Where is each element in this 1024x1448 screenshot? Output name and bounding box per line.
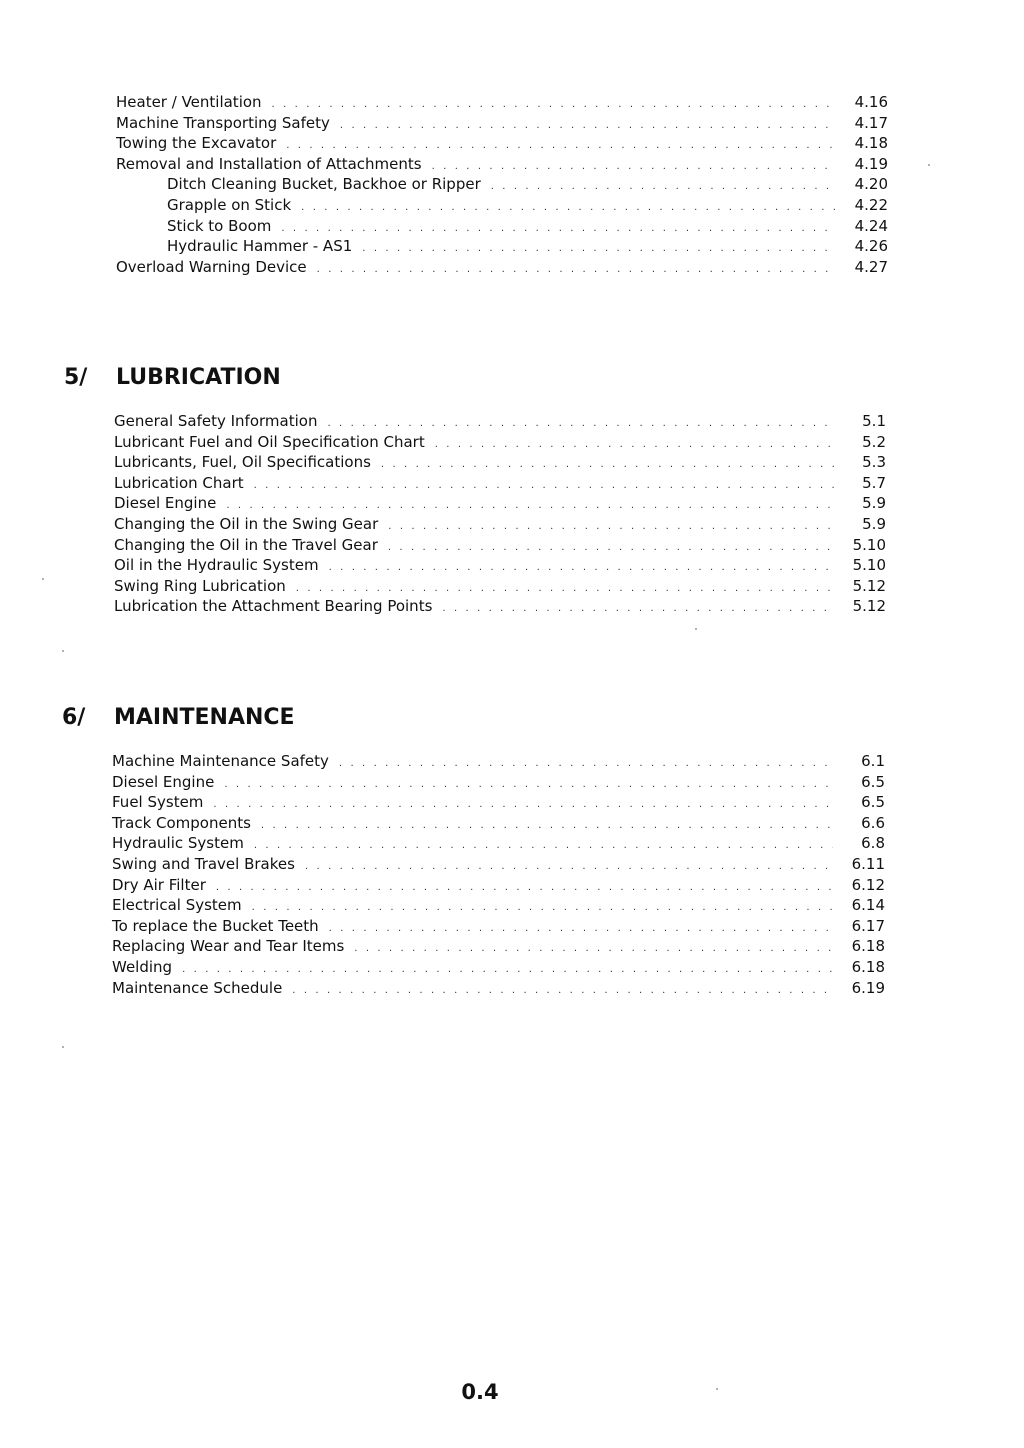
toc-entry-page: 5.2 xyxy=(862,432,886,451)
scan-speck xyxy=(62,650,64,652)
section-title: LUBRICATION xyxy=(116,365,281,390)
toc-entry-page: 4.24 xyxy=(854,216,888,235)
toc-entry-page: 4.16 xyxy=(854,93,888,111)
toc-entry-label: Lubrication the Attachment Bearing Points xyxy=(114,597,433,616)
toc-entry-label: Fuel System xyxy=(112,793,204,812)
section-number: 6/ xyxy=(62,705,86,730)
toc-entry-label: Swing Ring Lubrication xyxy=(114,576,286,595)
toc-entry-page: 4.19 xyxy=(854,154,888,173)
toc-entry-page: 5.10 xyxy=(852,556,886,575)
toc-entry xyxy=(114,576,886,596)
toc-entry xyxy=(116,133,888,153)
toc-entry xyxy=(112,751,885,771)
toc-entry xyxy=(112,895,885,915)
toc-entry-page: 4.22 xyxy=(854,196,888,214)
toc-entry-page: 5.12 xyxy=(852,576,886,595)
scan-speck xyxy=(42,578,44,580)
toc-entry-page: 6.11 xyxy=(851,855,885,873)
scan-speck xyxy=(62,1046,64,1048)
toc-entry xyxy=(114,493,886,513)
section-number: 5/ xyxy=(64,365,88,390)
page-number: 0.4 xyxy=(461,1380,499,1404)
toc-entry-label: Grapple on Stick xyxy=(167,196,292,214)
toc-entry xyxy=(167,216,888,236)
toc-entry-page: 6.14 xyxy=(851,896,885,915)
toc-entry-page: 6.18 xyxy=(851,958,885,976)
toc-entry xyxy=(114,555,886,575)
toc-entry xyxy=(114,596,886,616)
toc-entry-page: 5.12 xyxy=(852,597,886,616)
toc-entry-page: 5.3 xyxy=(862,453,886,472)
toc-entry-label: Ditch Cleaning Bucket, Backhoe or Ripper xyxy=(167,175,481,194)
toc-entry xyxy=(116,154,888,174)
toc-entry-page: 6.5 xyxy=(861,793,885,812)
toc-entry-page: 6.17 xyxy=(851,916,885,935)
toc-entry xyxy=(112,854,885,874)
toc-entry-label: Welding xyxy=(112,958,173,976)
toc-entry-label: Diesel Engine xyxy=(114,494,217,513)
toc-entry xyxy=(114,535,886,555)
toc-entry-label: Removal and Installation of Attachments xyxy=(116,154,422,173)
toc-entry xyxy=(114,411,886,431)
toc-entry xyxy=(167,174,888,194)
toc-entry-label: Maintenance Schedule xyxy=(112,978,283,997)
scan-speck xyxy=(716,1388,718,1390)
toc-entry-page: 4.26 xyxy=(854,237,888,256)
toc-entry-label: Replacing Wear and Tear Items xyxy=(112,937,345,956)
toc-entry-page: 4.20 xyxy=(854,175,888,194)
toc-entry-label: Hydraulic Hammer - AS1 xyxy=(167,237,353,256)
toc-entry-label: Hydraulic System xyxy=(112,834,244,853)
scan-speck xyxy=(695,628,697,630)
toc-entry xyxy=(112,772,885,792)
toc-entry-page: 5.7 xyxy=(862,473,886,492)
toc-entry-label: Electrical System xyxy=(112,896,242,915)
toc-entry xyxy=(112,875,885,895)
toc-entry xyxy=(112,936,885,956)
toc-entry-label: Oil in the Hydraulic System xyxy=(114,556,319,575)
toc-leader-dots xyxy=(317,260,836,280)
toc-entry-label: Dry Air Filter xyxy=(112,875,206,894)
toc-entry-page: 6.12 xyxy=(851,875,885,894)
toc-entry xyxy=(112,978,885,998)
toc-entry-label: Swing and Travel Brakes xyxy=(112,855,295,873)
toc-entry-label: Machine Transporting Safety xyxy=(116,113,330,132)
toc-entry xyxy=(167,236,888,256)
toc-entry-label: Lubrication Chart xyxy=(114,473,244,492)
toc-entry-page: 5.9 xyxy=(862,494,886,513)
toc-entry xyxy=(112,792,885,812)
toc-entry xyxy=(116,257,888,277)
toc-entry-label: Changing the Oil in the Travel Gear xyxy=(114,535,378,554)
toc-entry-label: General Safety Information xyxy=(114,412,318,430)
toc-entry-page: 6.8 xyxy=(861,834,885,853)
toc-entry-page: 6.1 xyxy=(861,752,885,770)
toc-entry-label: Machine Maintenance Safety xyxy=(112,752,329,770)
toc-entry xyxy=(167,195,888,215)
toc-entry-label: Towing the Excavator xyxy=(116,134,277,153)
toc-entry-page: 4.27 xyxy=(854,257,888,276)
toc-entry xyxy=(114,432,886,452)
scan-speck xyxy=(928,164,930,166)
toc-entry-page: 4.18 xyxy=(854,134,888,153)
toc-entry-page: 4.17 xyxy=(854,113,888,132)
toc-entry xyxy=(114,473,886,493)
section-title: MAINTENANCE xyxy=(114,705,295,730)
toc-entry-label: Diesel Engine xyxy=(112,772,215,791)
toc-leader-dots xyxy=(442,599,834,619)
toc-entry-label: Lubricant Fuel and Oil Specification Chart xyxy=(114,432,425,451)
toc-entry xyxy=(112,813,885,833)
toc-entry-page: 5.9 xyxy=(862,515,886,533)
toc-entry-page: 6.19 xyxy=(851,978,885,997)
toc-entry xyxy=(112,833,885,853)
toc-entry-label: Track Components xyxy=(112,813,251,832)
toc-entry-label: To replace the Bucket Teeth xyxy=(112,916,319,935)
toc-entry-label: Lubricants, Fuel, Oil Specifications xyxy=(114,453,371,472)
toc-entry-label: Heater / Ventilation xyxy=(116,93,262,111)
toc-entry-page: 5.1 xyxy=(862,412,886,430)
toc-entry-page: 5.10 xyxy=(852,535,886,554)
toc-entry-label: Changing the Oil in the Swing Gear xyxy=(114,515,379,533)
toc-entry-label: Overload Warning Device xyxy=(116,257,307,276)
toc-entry-page: 6.18 xyxy=(851,937,885,956)
toc-leader-dots xyxy=(292,981,833,1001)
toc-entry-page: 6.6 xyxy=(861,813,885,832)
toc-entry xyxy=(114,514,886,534)
toc-entry xyxy=(116,92,888,112)
toc-entry xyxy=(112,957,885,977)
toc-entry-label: Stick to Boom xyxy=(167,216,272,235)
toc-entry xyxy=(112,916,885,936)
toc-entry xyxy=(114,452,886,472)
toc-entry xyxy=(116,113,888,133)
toc-entry-page: 6.5 xyxy=(861,772,885,791)
